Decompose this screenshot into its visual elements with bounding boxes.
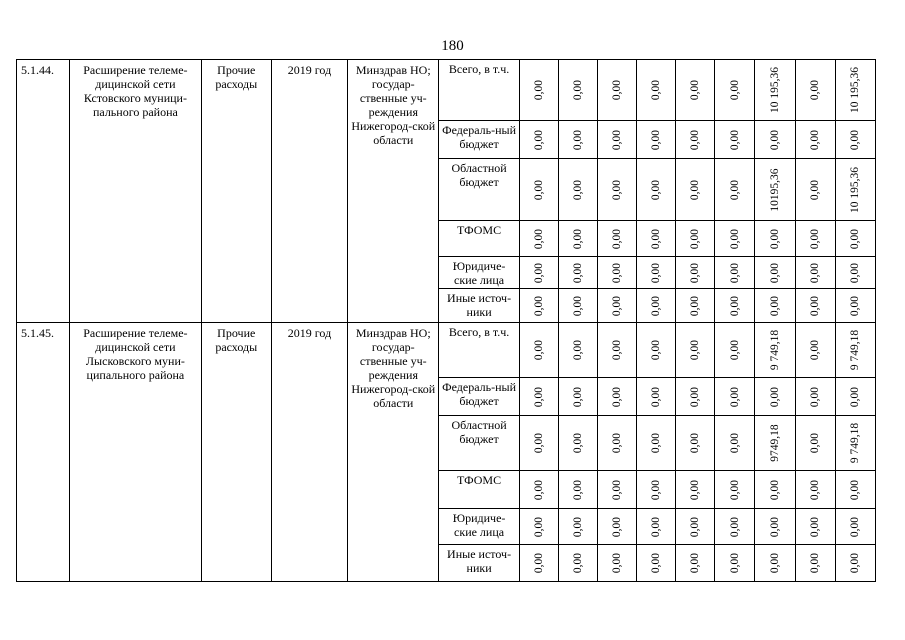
amount-cell — [519, 221, 558, 257]
amount-cell — [637, 221, 676, 257]
funding-source-label: Юридиче-ские лица — [439, 257, 519, 289]
amount-cell — [835, 60, 875, 121]
amount-value: 0,00 — [650, 552, 663, 574]
amount-value: 0,00 — [728, 339, 741, 361]
amount-value: 0,00 — [809, 228, 822, 249]
amount-cell — [637, 121, 676, 159]
amount-cell — [597, 60, 636, 121]
amount-cell — [558, 471, 597, 509]
amount-cell — [558, 509, 597, 545]
amount-value: 0,00 — [728, 295, 741, 316]
amount-cell — [755, 60, 795, 121]
amount-value: 0,00 — [728, 432, 741, 454]
amount-cell — [715, 509, 755, 545]
amount-cell — [676, 221, 715, 257]
amount-cell — [558, 378, 597, 416]
amount-cell — [519, 378, 558, 416]
amount-cell — [637, 159, 676, 221]
page-number: 180 — [441, 38, 464, 54]
amount-value: 0,00 — [571, 79, 584, 101]
amount-value: 0,00 — [849, 386, 862, 407]
funding-source-label: Федераль-ный бюджет — [439, 121, 519, 159]
item-number: 5.1.44. — [17, 60, 70, 323]
funding-source-label: ТФОМС — [439, 221, 519, 257]
amount-cell — [676, 509, 715, 545]
amount-cell — [795, 289, 835, 323]
amount-cell — [676, 257, 715, 289]
amount-value: 0,00 — [728, 552, 741, 574]
amount-cell — [755, 416, 795, 471]
amount-cell — [676, 471, 715, 509]
amount-cell — [795, 60, 835, 121]
amount-cell — [676, 121, 715, 159]
amount-value: 0,00 — [571, 295, 584, 316]
amount-cell — [597, 257, 636, 289]
amount-cell — [835, 509, 875, 545]
funding-source-label: Иные источ-ники — [439, 289, 519, 323]
amount-cell — [795, 378, 835, 416]
amount-cell — [795, 509, 835, 545]
amount-value: 0,00 — [532, 262, 545, 283]
funding-source-label: ТФОМС — [439, 471, 519, 509]
amount-value: 0,00 — [809, 79, 822, 101]
funding-source-label: Всего, в т.ч. — [439, 323, 519, 378]
item-name: Расширение телеме-дицинской сети Кстовского муници-пального района — [70, 60, 201, 323]
amount-value: 0,00 — [532, 552, 545, 574]
amount-value: 0,00 — [571, 516, 584, 537]
amount-cell — [715, 545, 755, 582]
amount-cell — [835, 121, 875, 159]
amount-value: 0,00 — [532, 129, 545, 150]
amount-cell — [755, 323, 795, 378]
amount-value: 0,00 — [571, 552, 584, 574]
amount-cell — [597, 159, 636, 221]
amount-value: 0,00 — [571, 339, 584, 361]
amount-cell — [637, 509, 676, 545]
funding-source-label: Областной бюджет — [439, 159, 519, 221]
amount-cell — [676, 289, 715, 323]
table-row — [17, 323, 876, 378]
amount-cell — [715, 289, 755, 323]
amount-value: 0,00 — [689, 339, 702, 361]
amount-cell — [795, 471, 835, 509]
amount-cell — [637, 471, 676, 509]
amount-cell — [835, 545, 875, 582]
amount-cell — [715, 471, 755, 509]
amount-cell — [755, 378, 795, 416]
amount-cell — [755, 257, 795, 289]
amount-cell — [519, 257, 558, 289]
amount-cell — [715, 378, 755, 416]
amount-cell — [558, 416, 597, 471]
amount-value: 0,00 — [650, 295, 663, 316]
amount-cell — [519, 289, 558, 323]
amount-cell — [715, 257, 755, 289]
amount-value: 0,00 — [689, 129, 702, 150]
amount-cell — [835, 378, 875, 416]
amount-cell — [597, 323, 636, 378]
amount-value: 0,00 — [849, 228, 862, 249]
amount-cell — [597, 289, 636, 323]
amount-value: 0,00 — [769, 129, 782, 150]
amount-value: 0,00 — [611, 516, 624, 537]
amount-cell — [519, 323, 558, 378]
amount-cell — [795, 416, 835, 471]
amount-value: 0,00 — [611, 432, 624, 454]
amount-value: 0,00 — [650, 129, 663, 150]
amount-cell — [637, 416, 676, 471]
amount-value: 9 749,18 — [849, 422, 862, 464]
amount-value: 0,00 — [728, 179, 741, 200]
amount-cell — [558, 159, 597, 221]
amount-cell — [519, 509, 558, 545]
amount-value: 0,00 — [532, 79, 545, 101]
amount-value: 0,00 — [532, 339, 545, 361]
amount-cell — [676, 416, 715, 471]
amount-cell — [835, 416, 875, 471]
amount-cell — [715, 159, 755, 221]
amount-value: 10195,36 — [769, 167, 782, 212]
funding-source-label: Всего, в т.ч. — [439, 60, 519, 121]
amount-cell — [795, 121, 835, 159]
item-name: Расширение телеме-дицинской сети Лысковского муни-ципального района — [70, 323, 201, 582]
amount-cell — [715, 416, 755, 471]
item-number: 5.1.45. — [17, 323, 70, 582]
amount-value: 0,00 — [650, 432, 663, 454]
amount-value: 0,00 — [849, 129, 862, 150]
amount-value: 0,00 — [650, 179, 663, 200]
amount-value: 0,00 — [809, 129, 822, 150]
amount-cell — [835, 323, 875, 378]
funding-source-label: Областной бюджет — [439, 416, 519, 471]
amount-value: 0,00 — [689, 79, 702, 101]
amount-value: 0,00 — [849, 262, 862, 283]
amount-cell — [715, 121, 755, 159]
amount-cell — [676, 378, 715, 416]
amount-value: 0,00 — [769, 479, 782, 500]
funding-source-label: Федераль-ный бюджет — [439, 378, 519, 416]
amount-value: 0,00 — [728, 516, 741, 537]
amount-cell — [755, 289, 795, 323]
amount-value: 0,00 — [571, 432, 584, 454]
item-executor: Минздрав НО; государ-ственные уч-реждения Нижегород-ской области — [348, 323, 439, 582]
amount-value: 0,00 — [689, 432, 702, 454]
amount-cell — [835, 471, 875, 509]
amount-value: 0,00 — [849, 552, 862, 574]
amount-value: 0,00 — [611, 339, 624, 361]
amount-value: 0,00 — [650, 228, 663, 249]
amount-value: 0,00 — [611, 129, 624, 150]
amount-cell — [637, 323, 676, 378]
amount-value: 0,00 — [689, 479, 702, 500]
amount-value: 0,00 — [650, 79, 663, 101]
amount-value: 0,00 — [650, 339, 663, 361]
amount-cell — [637, 545, 676, 582]
amount-value: 0,00 — [571, 228, 584, 249]
amount-value: 0,00 — [571, 386, 584, 407]
amount-value: 9749,18 — [769, 424, 782, 462]
amount-value: 0,00 — [809, 295, 822, 316]
amount-value: 0,00 — [809, 262, 822, 283]
amount-value: 0,00 — [611, 295, 624, 316]
amount-cell — [795, 221, 835, 257]
amount-value: 0,00 — [571, 179, 584, 200]
amount-value: 0,00 — [611, 386, 624, 407]
amount-value: 0,00 — [809, 339, 822, 361]
amount-cell — [558, 323, 597, 378]
funding-source-label: Юридиче-ские лица — [439, 509, 519, 545]
amount-value: 0,00 — [728, 479, 741, 500]
amount-value: 0,00 — [728, 79, 741, 101]
amount-cell — [676, 323, 715, 378]
amount-cell — [676, 60, 715, 121]
amount-cell — [519, 471, 558, 509]
amount-value: 0,00 — [689, 262, 702, 283]
amount-value: 0,00 — [809, 516, 822, 537]
amount-cell — [519, 416, 558, 471]
amount-cell — [597, 121, 636, 159]
amount-cell — [795, 257, 835, 289]
amount-value: 0,00 — [689, 179, 702, 200]
amount-value: 0,00 — [809, 386, 822, 407]
amount-value: 0,00 — [611, 179, 624, 200]
amount-value: 0,00 — [769, 295, 782, 316]
amount-cell — [597, 545, 636, 582]
amount-cell — [755, 509, 795, 545]
amount-cell — [519, 159, 558, 221]
expense-type: Прочие расходы — [201, 323, 271, 582]
amount-cell — [637, 257, 676, 289]
amount-cell — [597, 471, 636, 509]
amount-value: 0,00 — [532, 516, 545, 537]
amount-value: 0,00 — [728, 129, 741, 150]
amount-value: 0,00 — [809, 552, 822, 574]
amount-cell — [597, 378, 636, 416]
amount-value: 0,00 — [728, 386, 741, 407]
amount-cell — [755, 471, 795, 509]
amount-value: 0,00 — [532, 179, 545, 200]
amount-value: 9 749,18 — [769, 329, 782, 371]
amount-cell — [597, 221, 636, 257]
table-row — [17, 60, 876, 121]
amount-value: 0,00 — [689, 228, 702, 249]
amount-cell — [597, 509, 636, 545]
amount-value: 0,00 — [769, 262, 782, 283]
amount-value: 0,00 — [532, 228, 545, 249]
amount-value: 0,00 — [532, 432, 545, 454]
amount-cell — [676, 545, 715, 582]
amount-cell — [715, 221, 755, 257]
expense-type: Прочие расходы — [201, 60, 271, 323]
amount-cell — [755, 545, 795, 582]
amount-cell — [795, 545, 835, 582]
item-year: 2019 год — [271, 60, 347, 323]
amount-value: 0,00 — [849, 479, 862, 500]
amount-value: 0,00 — [532, 295, 545, 316]
amount-value: 0,00 — [849, 516, 862, 537]
amount-value: 0,00 — [728, 262, 741, 283]
amount-value: 0,00 — [611, 552, 624, 574]
item-executor: Минздрав НО; государ-ственные уч-реждения Нижегород-ской области — [348, 60, 439, 323]
amount-cell — [519, 60, 558, 121]
amount-cell — [755, 221, 795, 257]
amount-cell — [795, 323, 835, 378]
amount-value: 0,00 — [689, 386, 702, 407]
amount-cell — [835, 159, 875, 221]
amount-cell — [676, 159, 715, 221]
amount-cell — [835, 257, 875, 289]
amount-cell — [637, 378, 676, 416]
amount-value: 0,00 — [849, 295, 862, 316]
budget-table — [16, 59, 876, 582]
amount-value: 0,00 — [611, 262, 624, 283]
amount-cell — [755, 121, 795, 159]
amount-value: 0,00 — [650, 516, 663, 537]
item-year: 2019 год — [271, 323, 347, 582]
amount-cell — [835, 289, 875, 323]
amount-value: 0,00 — [571, 262, 584, 283]
amount-value: 0,00 — [650, 386, 663, 407]
amount-cell — [597, 416, 636, 471]
amount-cell — [519, 121, 558, 159]
amount-value: 0,00 — [769, 552, 782, 574]
amount-cell — [558, 289, 597, 323]
amount-value: 0,00 — [809, 432, 822, 454]
amount-value: 0,00 — [809, 179, 822, 200]
amount-value: 10 195,36 — [849, 166, 862, 213]
amount-value: 10 195,36 — [769, 67, 782, 113]
amount-value: 0,00 — [611, 479, 624, 500]
amount-value: 10 195,36 — [849, 67, 862, 113]
amount-value: 9 749,18 — [849, 329, 862, 371]
amount-cell — [558, 545, 597, 582]
amount-value: 0,00 — [571, 129, 584, 150]
amount-value: 0,00 — [689, 552, 702, 574]
amount-value: 0,00 — [650, 262, 663, 283]
amount-value: 0,00 — [769, 228, 782, 249]
amount-cell — [835, 221, 875, 257]
amount-cell — [637, 289, 676, 323]
amount-cell — [558, 221, 597, 257]
amount-cell — [795, 159, 835, 221]
amount-cell — [755, 159, 795, 221]
amount-value: 0,00 — [689, 295, 702, 316]
amount-cell — [519, 545, 558, 582]
amount-cell — [558, 257, 597, 289]
amount-value: 0,00 — [611, 79, 624, 101]
funding-source-label: Иные источ-ники — [439, 545, 519, 582]
amount-value: 0,00 — [571, 479, 584, 500]
amount-cell — [715, 60, 755, 121]
amount-value: 0,00 — [611, 228, 624, 249]
amount-value: 0,00 — [689, 516, 702, 537]
amount-cell — [558, 121, 597, 159]
amount-cell — [558, 60, 597, 121]
amount-cell — [715, 323, 755, 378]
amount-value: 0,00 — [769, 516, 782, 537]
amount-value: 0,00 — [532, 479, 545, 500]
amount-value: 0,00 — [532, 386, 545, 407]
amount-value: 0,00 — [728, 228, 741, 249]
amount-value: 0,00 — [769, 386, 782, 407]
amount-value: 0,00 — [650, 479, 663, 500]
amount-value: 0,00 — [809, 479, 822, 500]
amount-cell — [637, 60, 676, 121]
